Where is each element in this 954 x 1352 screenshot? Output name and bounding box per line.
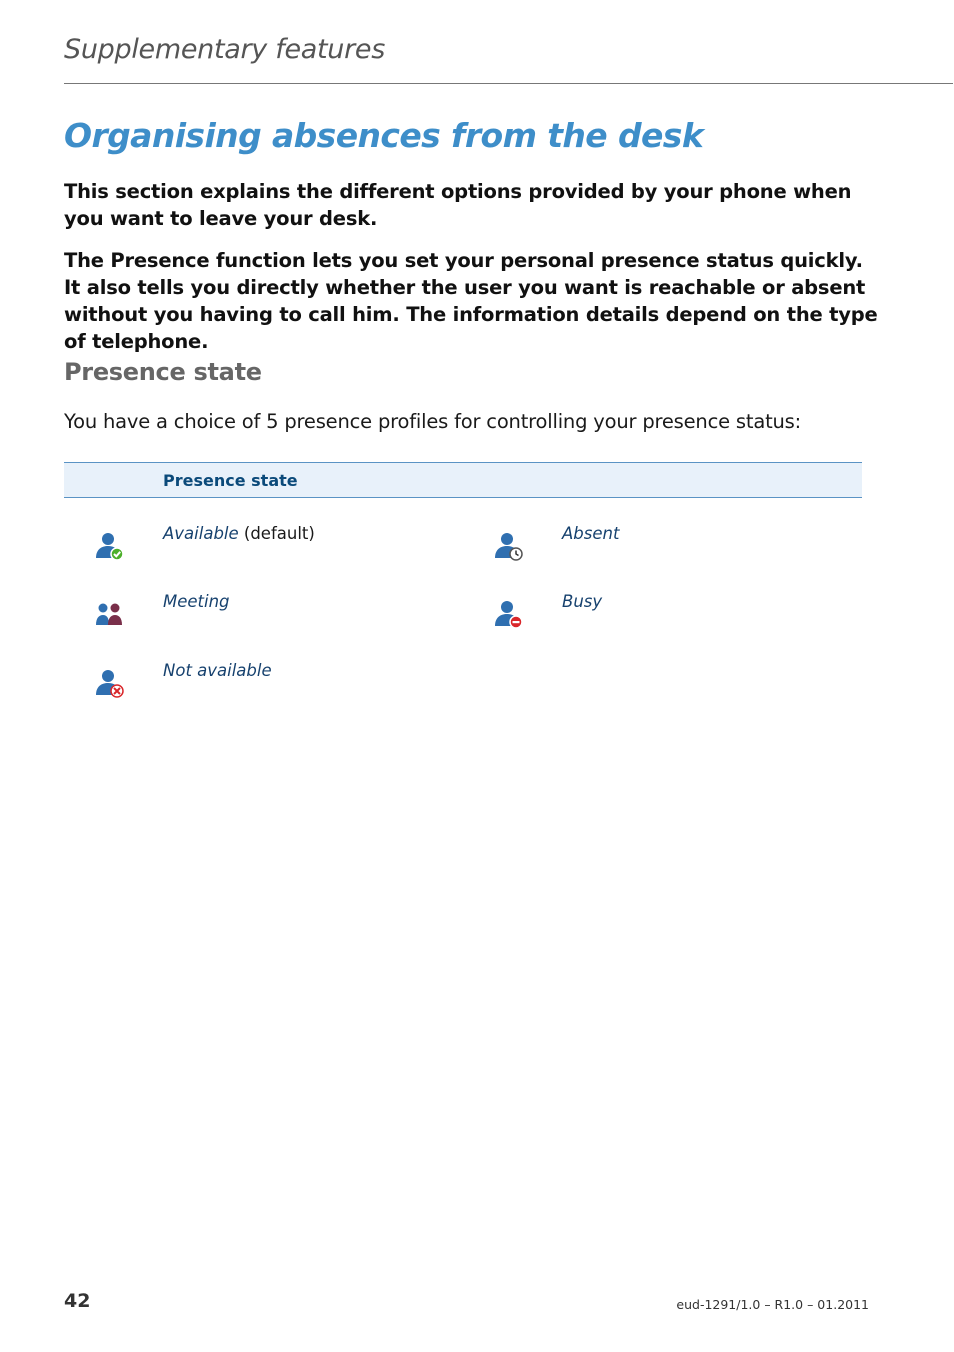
presence-label-absent: Absent — [562, 524, 620, 543]
page-title: Organising absences from the desk — [64, 116, 704, 155]
running-head: Supplementary features — [64, 34, 385, 65]
user-meeting-icon — [93, 598, 125, 630]
presence-label-available: Available (default) — [163, 524, 315, 543]
intro-paragraph-1: This section explains the different options provided by your phone when you want to leave your desk. — [64, 180, 852, 230]
header-divider — [64, 83, 953, 84]
table-header-label: Presence state — [163, 471, 298, 490]
body-paragraph: You have a choice of 5 presence profiles for controlling your presence status: — [64, 410, 801, 433]
user-absent-icon — [492, 530, 524, 562]
document-id: eud-1291/1.0 – R1.0 – 01.2011 — [676, 1297, 869, 1312]
presence-label-busy: Busy — [562, 592, 603, 611]
user-busy-icon — [492, 598, 524, 630]
user-not-available-icon — [93, 667, 125, 699]
intro-paragraph-2: The Presence function lets you set your personal presence status quickly. It also tells you directly whether the user you want is reachable or absent without you having to call him. The information details depend on the type of telephone. — [64, 249, 878, 353]
presence-label-not-available: Not available — [163, 661, 272, 680]
section-heading: Presence state — [64, 358, 262, 386]
user-available-icon — [93, 530, 125, 562]
table-header — [64, 462, 862, 498]
presence-label-meeting: Meeting — [163, 592, 230, 611]
page-number: 42 — [64, 1290, 91, 1312]
